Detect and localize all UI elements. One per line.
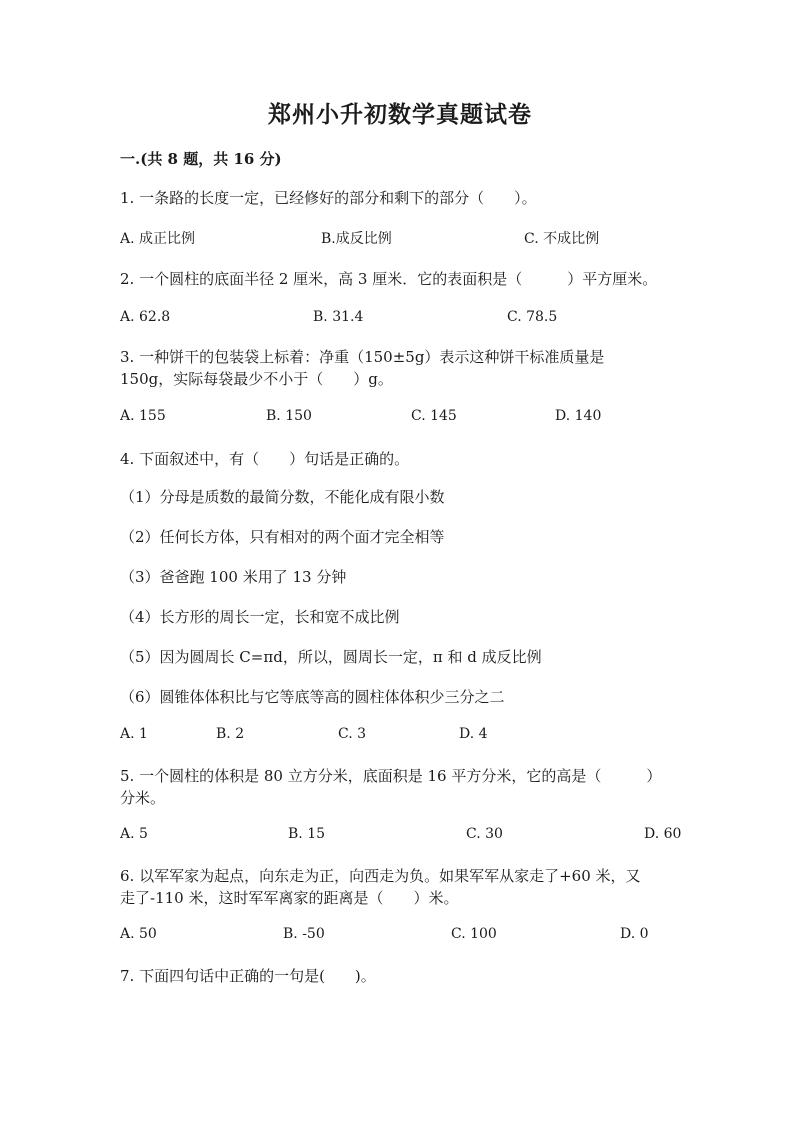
question-3-option-a: A. 155 xyxy=(120,408,166,424)
question-7-stem: 7. 下面四句话中正确的一句是( )。 xyxy=(120,967,376,985)
question-5-option-d: D. 60 xyxy=(644,826,682,842)
question-4-statement-3: （3）爸爸跑 100 米用了 13 分钟 xyxy=(120,568,347,586)
question-3-option-b: B. 150 xyxy=(266,408,312,424)
question-6-option-d: D. 0 xyxy=(620,926,649,942)
question-4-stem: 4. 下面叙述中，有（ ）句话是正确的。 xyxy=(120,450,410,468)
question-4-statement-5: （5）因为圆周长 C=πd，所以，圆周长一定，π 和 d 成反比例 xyxy=(120,648,542,666)
question-2-option-a: A. 62.8 xyxy=(120,309,171,325)
question-6-option-c: C. 100 xyxy=(451,926,497,942)
question-4-option-c: C. 3 xyxy=(338,726,367,742)
question-6-stem-line-2: 走了-110 米，这时军军离家的距离是（ ）米。 xyxy=(120,889,459,907)
exam-title: 郑州小升初数学真题试卷 xyxy=(268,101,532,128)
question-6-stem-line-1: 6. 以军军家为起点，向东走为正，向西走为负。如果军军从家走了+60 米，又 xyxy=(120,867,641,885)
question-5-option-a: A. 5 xyxy=(120,826,148,842)
question-2-stem: 2. 一个圆柱的底面半径 2 厘米，高 3 厘米．它的表面积是（ ）平方厘米。 xyxy=(120,270,658,288)
question-2-option-b: B. 31.4 xyxy=(313,309,364,325)
question-2-option-c: C. 78.5 xyxy=(507,309,558,325)
question-3-option-d: D. 140 xyxy=(555,408,602,424)
question-1-stem: 1. 一条路的长度一定，已经修好的部分和剩下的部分（ ）。 xyxy=(120,189,537,207)
question-1-option-b: B.成反比例 xyxy=(321,231,392,247)
question-4-option-d: D. 4 xyxy=(459,726,488,742)
question-5-option-c: C. 30 xyxy=(466,826,503,842)
question-5-stem-line-1: 5. 一个圆柱的体积是 80 立方分米，底面积是 16 平方分米，它的高是（ ） xyxy=(120,767,662,785)
question-4-option-b: B. 2 xyxy=(216,726,245,742)
question-5-stem-line-2: 分米。 xyxy=(120,789,166,807)
question-5-option-b: B. 15 xyxy=(288,826,326,842)
question-4-statement-1: （1）分母是质数的最简分数，不能化成有限小数 xyxy=(120,488,445,506)
question-4-statement-4: （4）长方形的周长一定，长和宽不成比例 xyxy=(120,608,400,626)
question-1-option-c: C. 不成比例 xyxy=(524,231,600,247)
question-6-option-b: B. -50 xyxy=(283,926,325,942)
question-4-option-a: A. 1 xyxy=(120,726,148,742)
question-3-option-c: C. 145 xyxy=(411,408,457,424)
section-heading: 一.(共 8 题，共 16 分) xyxy=(120,150,282,168)
question-6-option-a: A. 50 xyxy=(120,926,157,942)
question-4-statement-2: （2）任何长方体，只有相对的两个面才完全相等 xyxy=(120,528,445,546)
question-4-statement-6: （6）圆锥体体积比与它等底等高的圆柱体体积少三分之二 xyxy=(120,688,505,706)
question-1-option-a: A. 成正比例 xyxy=(120,231,196,247)
question-3-stem-line-2: 150g，实际每袋最少不小于（ ）g。 xyxy=(120,370,393,388)
question-3-stem-line-1: 3. 一种饼干的包装袋上标着：净重（150±5g）表示这种饼干标准质量是 xyxy=(120,348,605,366)
